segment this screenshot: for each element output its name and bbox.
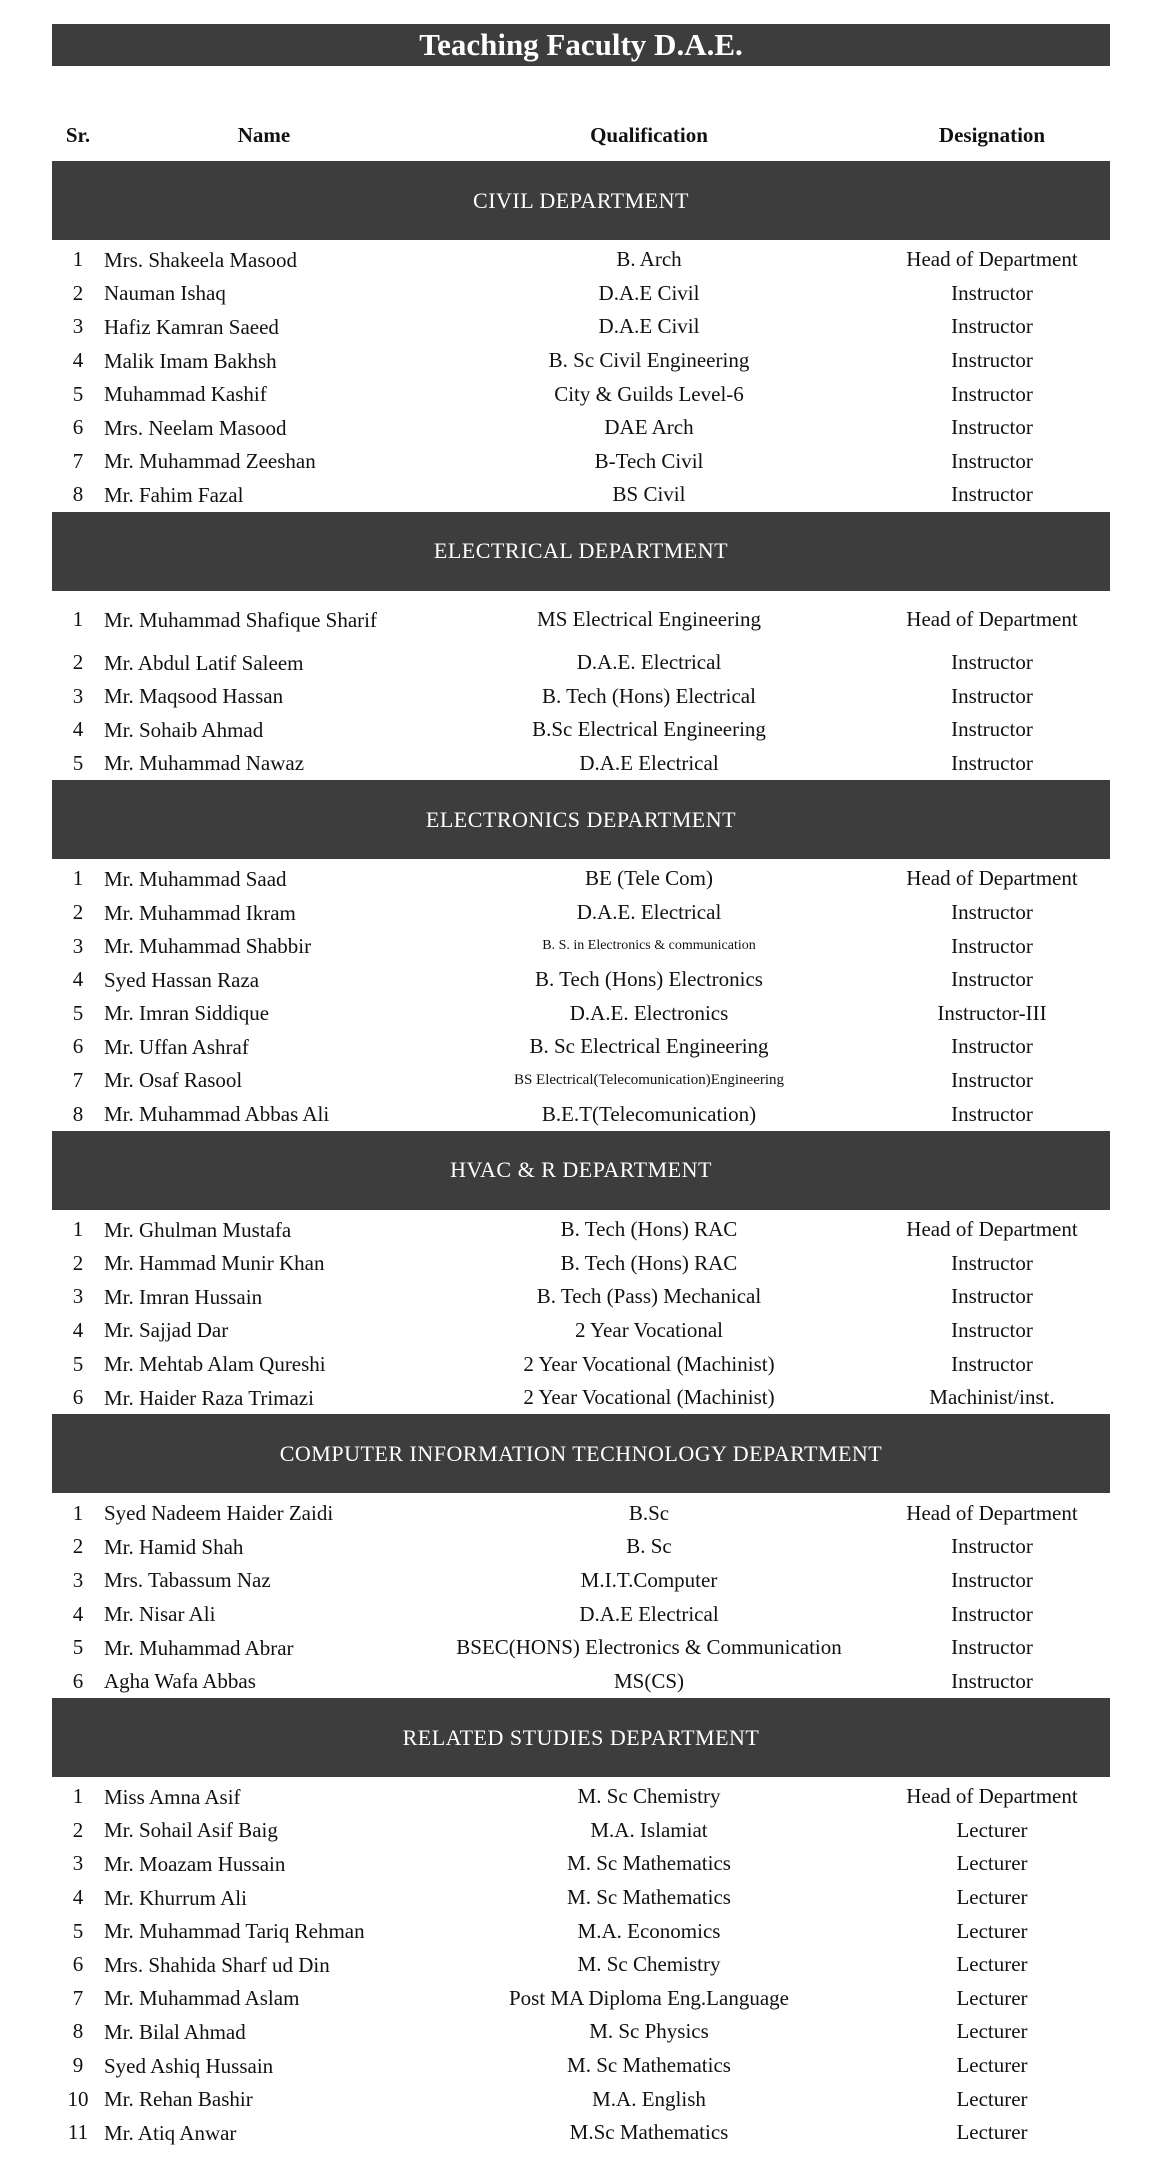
department-header: ELECTRONICS DEPARTMENT xyxy=(52,780,1110,859)
serial-number: 3 xyxy=(72,1567,84,1592)
faculty-row xyxy=(52,2049,1110,2083)
faculty-qualification: M.A. Economics xyxy=(577,1918,721,1943)
faculty-name: Mr. Mehtab Alam Qureshi xyxy=(104,1352,326,1377)
serial-number: 5 xyxy=(72,750,84,775)
department-header: COMPUTER INFORMATION TECHNOLOGY DEPARTMENT xyxy=(52,1414,1110,1493)
serial-number: 2 xyxy=(72,900,84,925)
serial-number: 5 xyxy=(72,381,84,406)
faculty-row xyxy=(52,277,1110,311)
serial-number: 3 xyxy=(72,1851,84,1876)
faculty-designation: Instructor xyxy=(951,650,1033,675)
serial-number: 4 xyxy=(72,717,84,742)
faculty-designation: Instructor xyxy=(951,967,1033,992)
column-header-designation: Designation xyxy=(938,122,1046,147)
serial-number: 2 xyxy=(72,280,84,305)
faculty-row xyxy=(52,2082,1110,2116)
faculty-designation: Lecturer xyxy=(956,2120,1028,2145)
faculty-qualification: M.Sc Mathematics xyxy=(569,2120,729,2145)
faculty-name: Mrs. Shakeela Masood xyxy=(104,247,298,272)
serial-number: 8 xyxy=(72,1101,84,1126)
serial-number: 4 xyxy=(72,1885,84,1910)
faculty-designation: Head of Department xyxy=(906,866,1078,891)
faculty-name: Mr. Rehan Bashir xyxy=(104,2087,253,2112)
serial-number: 2 xyxy=(72,1250,84,1275)
faculty-designation: Lecturer xyxy=(956,1952,1028,1977)
faculty-qualification: M. Sc Mathematics xyxy=(567,2053,731,2078)
faculty-name: Mr. Uffan Ashraf xyxy=(104,1034,249,1059)
faculty-qualification: City & Guilds Level-6 xyxy=(554,381,744,406)
faculty-name: Syed Nadeem Haider Zaidi xyxy=(104,1501,334,1526)
serial-number: 3 xyxy=(72,933,84,958)
faculty-row xyxy=(52,1030,1110,1064)
serial-number: 6 xyxy=(72,1668,84,1693)
faculty-qualification: M. Sc Chemistry xyxy=(577,1784,721,1809)
serial-number: 1 xyxy=(72,247,84,272)
faculty-row xyxy=(52,1530,1110,1564)
faculty-qualification: B. Tech (Hons) Electronics xyxy=(535,967,763,992)
faculty-designation: Machinist/inst. xyxy=(929,1385,1055,1410)
serial-number: 2 xyxy=(72,650,84,675)
faculty-designation: Instructor xyxy=(951,683,1033,708)
faculty-row xyxy=(52,411,1110,445)
faculty-designation: Head of Department xyxy=(906,1217,1078,1242)
faculty-designation: Lecturer xyxy=(956,1885,1028,1910)
faculty-row xyxy=(52,1496,1110,1530)
faculty-qualification: D.A.E Civil xyxy=(598,314,700,339)
faculty-qualification: B.Sc xyxy=(628,1500,670,1525)
faculty-designation: Lecturer xyxy=(956,2019,1028,2044)
faculty-name: Mr. Muhammad Aslam xyxy=(104,1986,300,2011)
faculty-qualification: B. Tech (Hons) Electrical xyxy=(542,683,756,708)
faculty-row xyxy=(52,1982,1110,2016)
faculty-row xyxy=(52,1097,1110,1131)
faculty-row xyxy=(52,1881,1110,1915)
faculty-qualification: B. Tech (Hons) RAC xyxy=(560,1217,738,1242)
faculty-name: Mr. Imran Hussain xyxy=(104,1284,263,1309)
faculty-designation: Instructor xyxy=(951,750,1033,775)
faculty-qualification: B. Sc Electrical Engineering xyxy=(529,1034,769,1059)
faculty-row xyxy=(52,1246,1110,1280)
faculty-row xyxy=(52,679,1110,713)
serial-number: 2 xyxy=(72,1817,84,1842)
serial-number: 1 xyxy=(72,1217,84,1242)
faculty-qualification: 2 Year Vocational (Machinist) xyxy=(523,1385,775,1410)
column-header-row xyxy=(52,119,1110,151)
faculty-row xyxy=(52,1814,1110,1848)
department-header: RELATED STUDIES DEPARTMENT xyxy=(52,1698,1110,1777)
faculty-qualification: D.A.E. Electrical xyxy=(576,900,722,925)
faculty-qualification: BSEC(HONS) Electronics & Communication xyxy=(456,1635,842,1660)
serial-number: 6 xyxy=(72,415,84,440)
faculty-row xyxy=(52,1780,1110,1814)
faculty-designation: Instructor xyxy=(951,933,1033,958)
faculty-qualification: 2 Year Vocational (Machinist) xyxy=(523,1351,775,1376)
faculty-name: Mr. Muhammad Shabbir xyxy=(104,934,312,959)
serial-number: 7 xyxy=(72,448,84,473)
faculty-name: Mr. Muhammad Ikram xyxy=(104,900,296,925)
faculty-designation: Lecturer xyxy=(956,2053,1028,2078)
faculty-designation: Instructor xyxy=(951,280,1033,305)
faculty-qualification: D.A.E Electrical xyxy=(579,1601,719,1626)
faculty-name: Mr. Muhammad Zeeshan xyxy=(104,449,316,474)
faculty-name: Mr. Sohaib Ahmad xyxy=(104,717,264,742)
faculty-name: Hafiz Kamran Saeed xyxy=(104,314,279,339)
faculty-name: Mr. Bilal Ahmad xyxy=(104,2019,246,2044)
serial-number: 8 xyxy=(72,2019,84,2044)
faculty-qualification: D.A.E. Electrical xyxy=(576,650,722,675)
faculty-row xyxy=(52,1847,1110,1881)
faculty-name: Mr. Maqsood Hassan xyxy=(104,684,284,709)
faculty-qualification: B. Sc xyxy=(626,1534,672,1559)
faculty-name: Mr. Muhammad Shafique Sharif xyxy=(104,607,377,632)
faculty-name: Mr. Muhammad Tariq Rehman xyxy=(104,1919,365,1944)
faculty-row xyxy=(52,1280,1110,1314)
faculty-qualification: D.A.E. Electronics xyxy=(569,1000,729,1025)
faculty-row xyxy=(52,1347,1110,1381)
serial-number: 6 xyxy=(72,1034,84,1059)
faculty-designation: Instructor xyxy=(951,1567,1033,1592)
faculty-name: Mr. Sajjad Dar xyxy=(104,1318,229,1343)
serial-number: 5 xyxy=(72,1000,84,1025)
faculty-name: Syed Ashiq Hussain xyxy=(104,2053,274,2078)
faculty-row xyxy=(52,1914,1110,1948)
faculty-row xyxy=(52,1064,1110,1098)
department-header: ELECTRICAL DEPARTMENT xyxy=(52,512,1110,591)
faculty-qualification: M. Sc Physics xyxy=(589,2019,709,2044)
faculty-row xyxy=(52,1381,1110,1415)
faculty-row xyxy=(52,478,1110,512)
faculty-name: Mrs. Tabassum Naz xyxy=(104,1568,271,1593)
faculty-name: Mrs. Shahida Sharf ud Din xyxy=(104,1952,330,1977)
serial-number: 1 xyxy=(72,1784,84,1809)
serial-number: 11 xyxy=(67,2120,89,2145)
faculty-designation: Instructor xyxy=(951,1034,1033,1059)
faculty-row xyxy=(52,2015,1110,2049)
page-title: Teaching Faculty D.A.E. xyxy=(52,24,1110,66)
faculty-name: Malik Imam Bakhsh xyxy=(104,348,277,373)
serial-number: 5 xyxy=(72,1351,84,1376)
faculty-designation: Lecturer xyxy=(956,1817,1028,1842)
faculty-designation: Instructor xyxy=(951,482,1033,507)
serial-number: 1 xyxy=(72,866,84,891)
serial-number: 8 xyxy=(72,482,84,507)
serial-number: 7 xyxy=(72,1067,84,1092)
faculty-name: Syed Hassan Raza xyxy=(104,967,260,992)
faculty-row xyxy=(52,344,1110,378)
faculty-qualification: M. Sc Mathematics xyxy=(567,1885,731,1910)
faculty-name: Mr. Sohail Asif Baig xyxy=(104,1818,278,1843)
serial-number: 6 xyxy=(72,1952,84,1977)
faculty-row xyxy=(52,445,1110,479)
faculty-row xyxy=(52,963,1110,997)
faculty-qualification: D.A.E Civil xyxy=(598,280,700,305)
faculty-name: Mr. Khurrum Ali xyxy=(104,1885,247,1910)
faculty-name: Miss Amna Asif xyxy=(104,1784,241,1809)
faculty-qualification: M.A. Islamiat xyxy=(590,1817,708,1842)
faculty-designation: Instructor xyxy=(951,1284,1033,1309)
faculty-name: Mr. Hamid Shah xyxy=(104,1534,244,1559)
faculty-qualification: B. Tech (Pass) Mechanical xyxy=(536,1284,762,1309)
faculty-name: Mr. Moazam Hussain xyxy=(104,1851,286,1876)
serial-number: 3 xyxy=(72,314,84,339)
faculty-name: Mr. Imran Siddique xyxy=(104,1001,270,1026)
column-header-sr: Sr. xyxy=(65,122,91,147)
serial-number: 10 xyxy=(67,2086,89,2111)
faculty-qualification: M. Sc Chemistry xyxy=(577,1952,721,1977)
faculty-name: Mr. Haider Raza Trimazi xyxy=(104,1385,314,1410)
serial-number: 3 xyxy=(72,683,84,708)
faculty-name: Mr. Muhammad Abrar xyxy=(104,1635,294,1660)
faculty-name: Mr. Fahim Fazal xyxy=(104,482,244,507)
faculty-designation: Instructor xyxy=(951,717,1033,742)
faculty-row xyxy=(52,243,1110,277)
faculty-qualification: B. S. in Electronics & communication xyxy=(542,938,756,954)
serial-number: 1 xyxy=(72,1500,84,1525)
faculty-name: Agha Wafa Abbas xyxy=(104,1669,256,1694)
faculty-designation: Lecturer xyxy=(956,1851,1028,1876)
faculty-row xyxy=(52,1664,1110,1698)
faculty-qualification: M.I.T.Computer xyxy=(580,1567,718,1592)
faculty-designation: Instructor xyxy=(951,448,1033,473)
faculty-row xyxy=(52,594,1110,646)
faculty-designation: Lecturer xyxy=(956,1918,1028,1943)
faculty-name: Mrs. Neelam Masood xyxy=(104,415,287,440)
faculty-qualification: MS Electrical Engineering xyxy=(537,607,761,632)
faculty-row xyxy=(52,713,1110,747)
faculty-designation: Instructor xyxy=(951,314,1033,339)
faculty-designation: Lecturer xyxy=(956,2086,1028,2111)
faculty-designation: Instructor xyxy=(951,900,1033,925)
department-header: CIVIL DEPARTMENT xyxy=(52,161,1110,240)
faculty-qualification: M.A. English xyxy=(592,2086,706,2111)
faculty-designation: Instructor xyxy=(951,1067,1033,1092)
faculty-row xyxy=(52,1314,1110,1348)
faculty-qualification: 2 Year Vocational xyxy=(575,1317,723,1342)
faculty-row xyxy=(52,2116,1110,2150)
faculty-qualification: BE (Tele Com) xyxy=(585,866,713,891)
serial-number: 6 xyxy=(72,1385,84,1410)
faculty-name: Mr. Hammad Munir Khan xyxy=(104,1251,325,1276)
column-header-name: Name xyxy=(237,122,291,147)
faculty-designation: Instructor xyxy=(951,1351,1033,1376)
serial-number: 4 xyxy=(72,967,84,992)
serial-number: 3 xyxy=(72,1284,84,1309)
faculty-row xyxy=(52,862,1110,896)
serial-number: 5 xyxy=(72,1918,84,1943)
serial-number: 4 xyxy=(72,1317,84,1342)
faculty-name: Mr. Atiq Anwar xyxy=(104,2120,237,2145)
faculty-name: Mr. Osaf Rasool xyxy=(104,1068,243,1093)
faculty-designation: Instructor xyxy=(951,1317,1033,1342)
faculty-qualification: M. Sc Mathematics xyxy=(567,1851,731,1876)
faculty-designation: Instructor xyxy=(951,348,1033,373)
faculty-qualification: B.Sc Electrical Engineering xyxy=(532,717,766,742)
faculty-name: Muhammad Kashif xyxy=(104,382,267,407)
faculty-qualification: B. Sc Civil Engineering xyxy=(548,348,750,373)
faculty-row xyxy=(52,1213,1110,1247)
faculty-designation: Instructor xyxy=(951,1601,1033,1626)
faculty-designation: Instructor xyxy=(951,1635,1033,1660)
faculty-name: Mr. Ghulman Mustafa xyxy=(104,1217,292,1242)
serial-number: 1 xyxy=(72,607,84,632)
faculty-designation: Instructor xyxy=(951,415,1033,440)
faculty-designation: Head of Department xyxy=(906,247,1078,272)
faculty-designation: Instructor xyxy=(951,1101,1033,1126)
faculty-designation: Instructor xyxy=(951,1250,1033,1275)
serial-number: 4 xyxy=(72,348,84,373)
faculty-name: Mr. Nisar Ali xyxy=(104,1602,216,1627)
faculty-row xyxy=(52,646,1110,680)
faculty-qualification: Post MA Diploma Eng.Language xyxy=(509,1985,789,2010)
faculty-qualification: DAE Arch xyxy=(604,415,694,440)
serial-number: 7 xyxy=(72,1985,84,2010)
faculty-qualification: MS(CS) xyxy=(613,1668,685,1693)
department-list xyxy=(52,161,1110,2150)
faculty-designation: Lecturer xyxy=(956,1985,1028,2010)
serial-number: 2 xyxy=(72,1534,84,1559)
faculty-document xyxy=(52,0,1110,2150)
faculty-qualification: B-Tech Civil xyxy=(594,448,704,473)
faculty-qualification: B. Arch xyxy=(616,247,682,272)
faculty-row xyxy=(52,896,1110,930)
department-header: HVAC & R DEPARTMENT xyxy=(52,1131,1110,1210)
faculty-row xyxy=(52,1948,1110,1982)
faculty-row xyxy=(52,929,1110,963)
serial-number: 4 xyxy=(72,1601,84,1626)
faculty-row xyxy=(52,1597,1110,1631)
faculty-qualification: BS Electrical(Telecomunication)Engineering xyxy=(513,1071,785,1088)
faculty-row xyxy=(52,1631,1110,1665)
column-header-qualification: Qualification xyxy=(590,122,708,147)
faculty-qualification: B. Tech (Hons) RAC xyxy=(560,1250,738,1275)
faculty-qualification: BS Civil xyxy=(612,482,686,507)
faculty-designation: Instructor xyxy=(951,1668,1033,1693)
faculty-designation: Head of Department xyxy=(906,1500,1078,1525)
faculty-row xyxy=(52,377,1110,411)
faculty-row xyxy=(52,747,1110,781)
faculty-row xyxy=(52,1564,1110,1598)
faculty-qualification: D.A.E Electrical xyxy=(579,750,719,775)
faculty-name: Mr. Muhammad Abbas Ali xyxy=(104,1102,330,1127)
serial-number: 5 xyxy=(72,1635,84,1660)
faculty-designation: Head of Department xyxy=(906,607,1078,632)
faculty-row xyxy=(52,310,1110,344)
faculty-row xyxy=(52,997,1110,1031)
faculty-name: Mr. Muhammad Nawaz xyxy=(104,751,305,776)
faculty-designation: Instructor xyxy=(951,381,1033,406)
faculty-designation: Head of Department xyxy=(906,1784,1078,1809)
faculty-name: Mr. Muhammad Saad xyxy=(104,866,287,891)
serial-number: 9 xyxy=(72,2053,84,2078)
faculty-name: Nauman Ishaq xyxy=(104,281,226,306)
faculty-name: Mr. Abdul Latif Saleem xyxy=(104,650,304,675)
faculty-qualification: B.E.T(Telecomunication) xyxy=(541,1101,757,1126)
faculty-designation: Instructor xyxy=(951,1534,1033,1559)
faculty-designation: Instructor-III xyxy=(937,1000,1047,1025)
